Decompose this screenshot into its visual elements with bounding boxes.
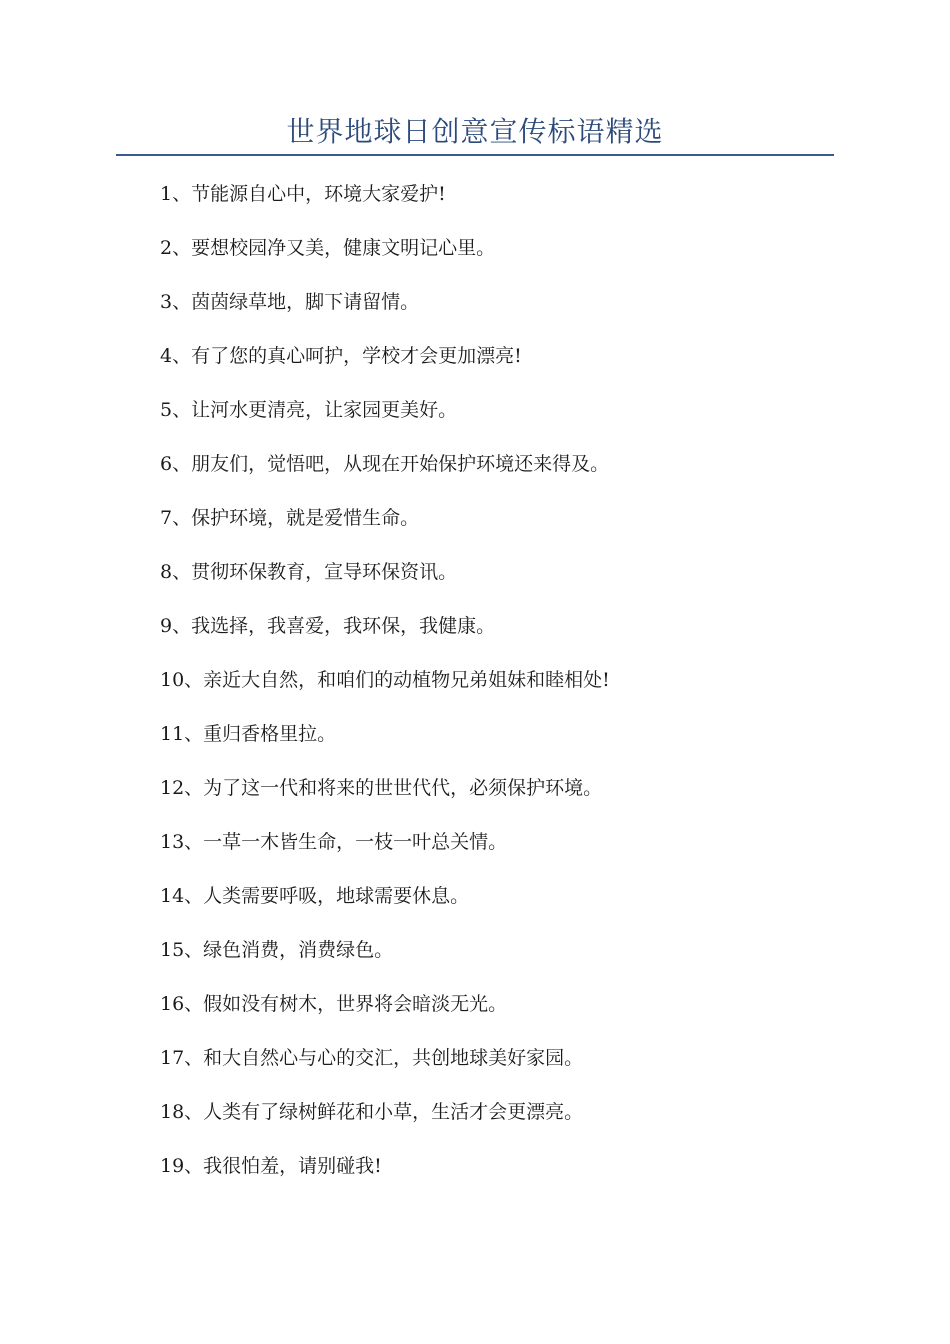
slogan-item: 6、朋友们，觉悟吧，从现在开始保护环境还来得及。 (160, 453, 610, 475)
slogan-item: 3、茵茵绿草地，脚下请留情。 (160, 291, 420, 313)
slogan-item: 19、我很怕羞，请别碰我! (160, 1155, 382, 1177)
slogan-item: 10、亲近大自然，和咱们的动植物兄弟姐妹和睦相处! (160, 669, 610, 691)
document-title: 世界地球日创意宣传标语精选 (286, 115, 664, 148)
slogan-list (160, 176, 820, 1202)
slogan-item: 16、假如没有树木，世界将会暗淡无光。 (160, 993, 508, 1015)
slogan-item: 7、保护环境，就是爱惜生命。 (160, 507, 420, 529)
slogan-item: 2、要想校园净又美，健康文明记心里。 (160, 237, 496, 259)
slogan-item: 17、和大自然心与心的交汇，共创地球美好家园。 (160, 1047, 584, 1069)
title-underline (116, 154, 834, 156)
slogan-item: 1、节能源自心中，环境大家爱护! (160, 183, 446, 205)
slogan-item: 11、重归香格里拉。 (160, 723, 337, 745)
slogan-item: 14、人类需要呼吸，地球需要休息。 (160, 885, 470, 907)
slogan-item: 15、绿色消费，消费绿色。 (160, 939, 394, 961)
slogan-item: 8、贯彻环保教育，宣导环保资讯。 (160, 561, 458, 583)
slogan-item: 4、有了您的真心呵护，学校才会更加漂亮! (160, 345, 522, 367)
slogan-item: 18、人类有了绿树鲜花和小草，生活才会更漂亮。 (160, 1101, 584, 1123)
slogan-item: 5、让河水更清亮，让家园更美好。 (160, 399, 458, 421)
slogan-item: 12、为了这一代和将来的世世代代，必须保护环境。 (160, 777, 603, 799)
slogan-item: 9、我选择，我喜爱，我环保，我健康。 (160, 615, 496, 637)
slogan-item: 13、一草一木皆生命，一枝一叶总关情。 (160, 831, 508, 853)
